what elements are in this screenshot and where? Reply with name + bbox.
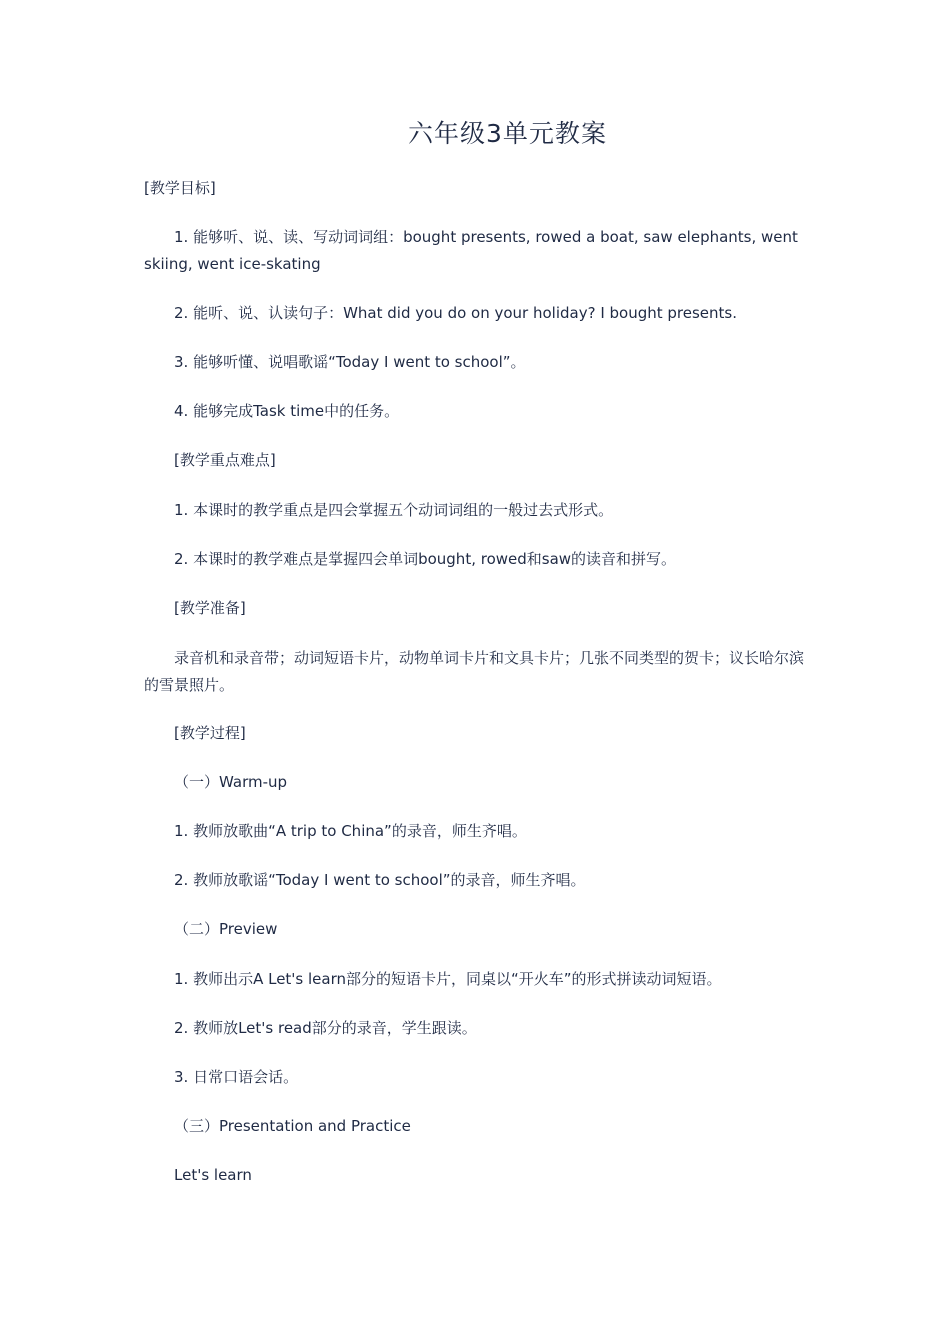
preparation-text: 录音机和录音带；动词短语卡片，动物单词卡片和文具卡片；几张不同类型的贺卡；议长哈尔滨的雪景照片。 (144, 649, 805, 694)
preview-item-2: 2. 教师放Let's read部分的录音，学生跟读。 (174, 1019, 477, 1037)
section-heading-preparation: [教学准备] (174, 599, 246, 617)
preview-item-1: 1. 教师出示A Let's learn部分的短语卡片，同桌以“开火车”的形式拼读动词短语。 (174, 970, 722, 988)
warm-up-item-1: 1. 教师放歌曲“A trip to China”的录音，师生齐唱。 (174, 822, 527, 840)
step-heading-presentation: （三）Presentation and Practice (174, 1117, 411, 1135)
warm-up-item-2: 2. 教师放歌谣“Today I went to school”的录音，师生齐唱。 (174, 871, 586, 889)
preview-item-3: 3. 日常口语会话。 (174, 1068, 299, 1086)
section-heading-key-points: [教学重点难点] (174, 451, 276, 469)
subheading-lets-learn: Let's learn (174, 1166, 252, 1184)
document-title: 六年级3单元教案 (408, 119, 607, 148)
key-point-item-1: 1. 本课时的教学重点是四会掌握五个动词词组的一般过去式形式。 (174, 501, 614, 519)
section-heading-objectives: [教学目标] (144, 179, 216, 197)
objective-item-4: 4. 能够完成Task time中的任务。 (174, 402, 400, 420)
objective-item-3: 3. 能够听懂、说唱歌谣“Today I went to school”。 (174, 353, 526, 371)
step-heading-warm-up: （一）Warm-up (174, 773, 288, 791)
objective-item-2: 2. 能听、说、认读句子：What did you do on your holiday? I bought presents. (174, 304, 737, 322)
step-heading-preview: （二）Preview (174, 920, 278, 938)
key-point-item-2: 2. 本课时的教学难点是掌握四会单词bought, rowed和saw的读音和拼写。 (174, 550, 677, 568)
objective-item-1: 1. 能够听、说、读、写动词词组：bought presents, rowed a boat, saw elephants, went skiing, went ice-skating (144, 228, 798, 273)
section-heading-process: [教学过程] (174, 724, 246, 742)
